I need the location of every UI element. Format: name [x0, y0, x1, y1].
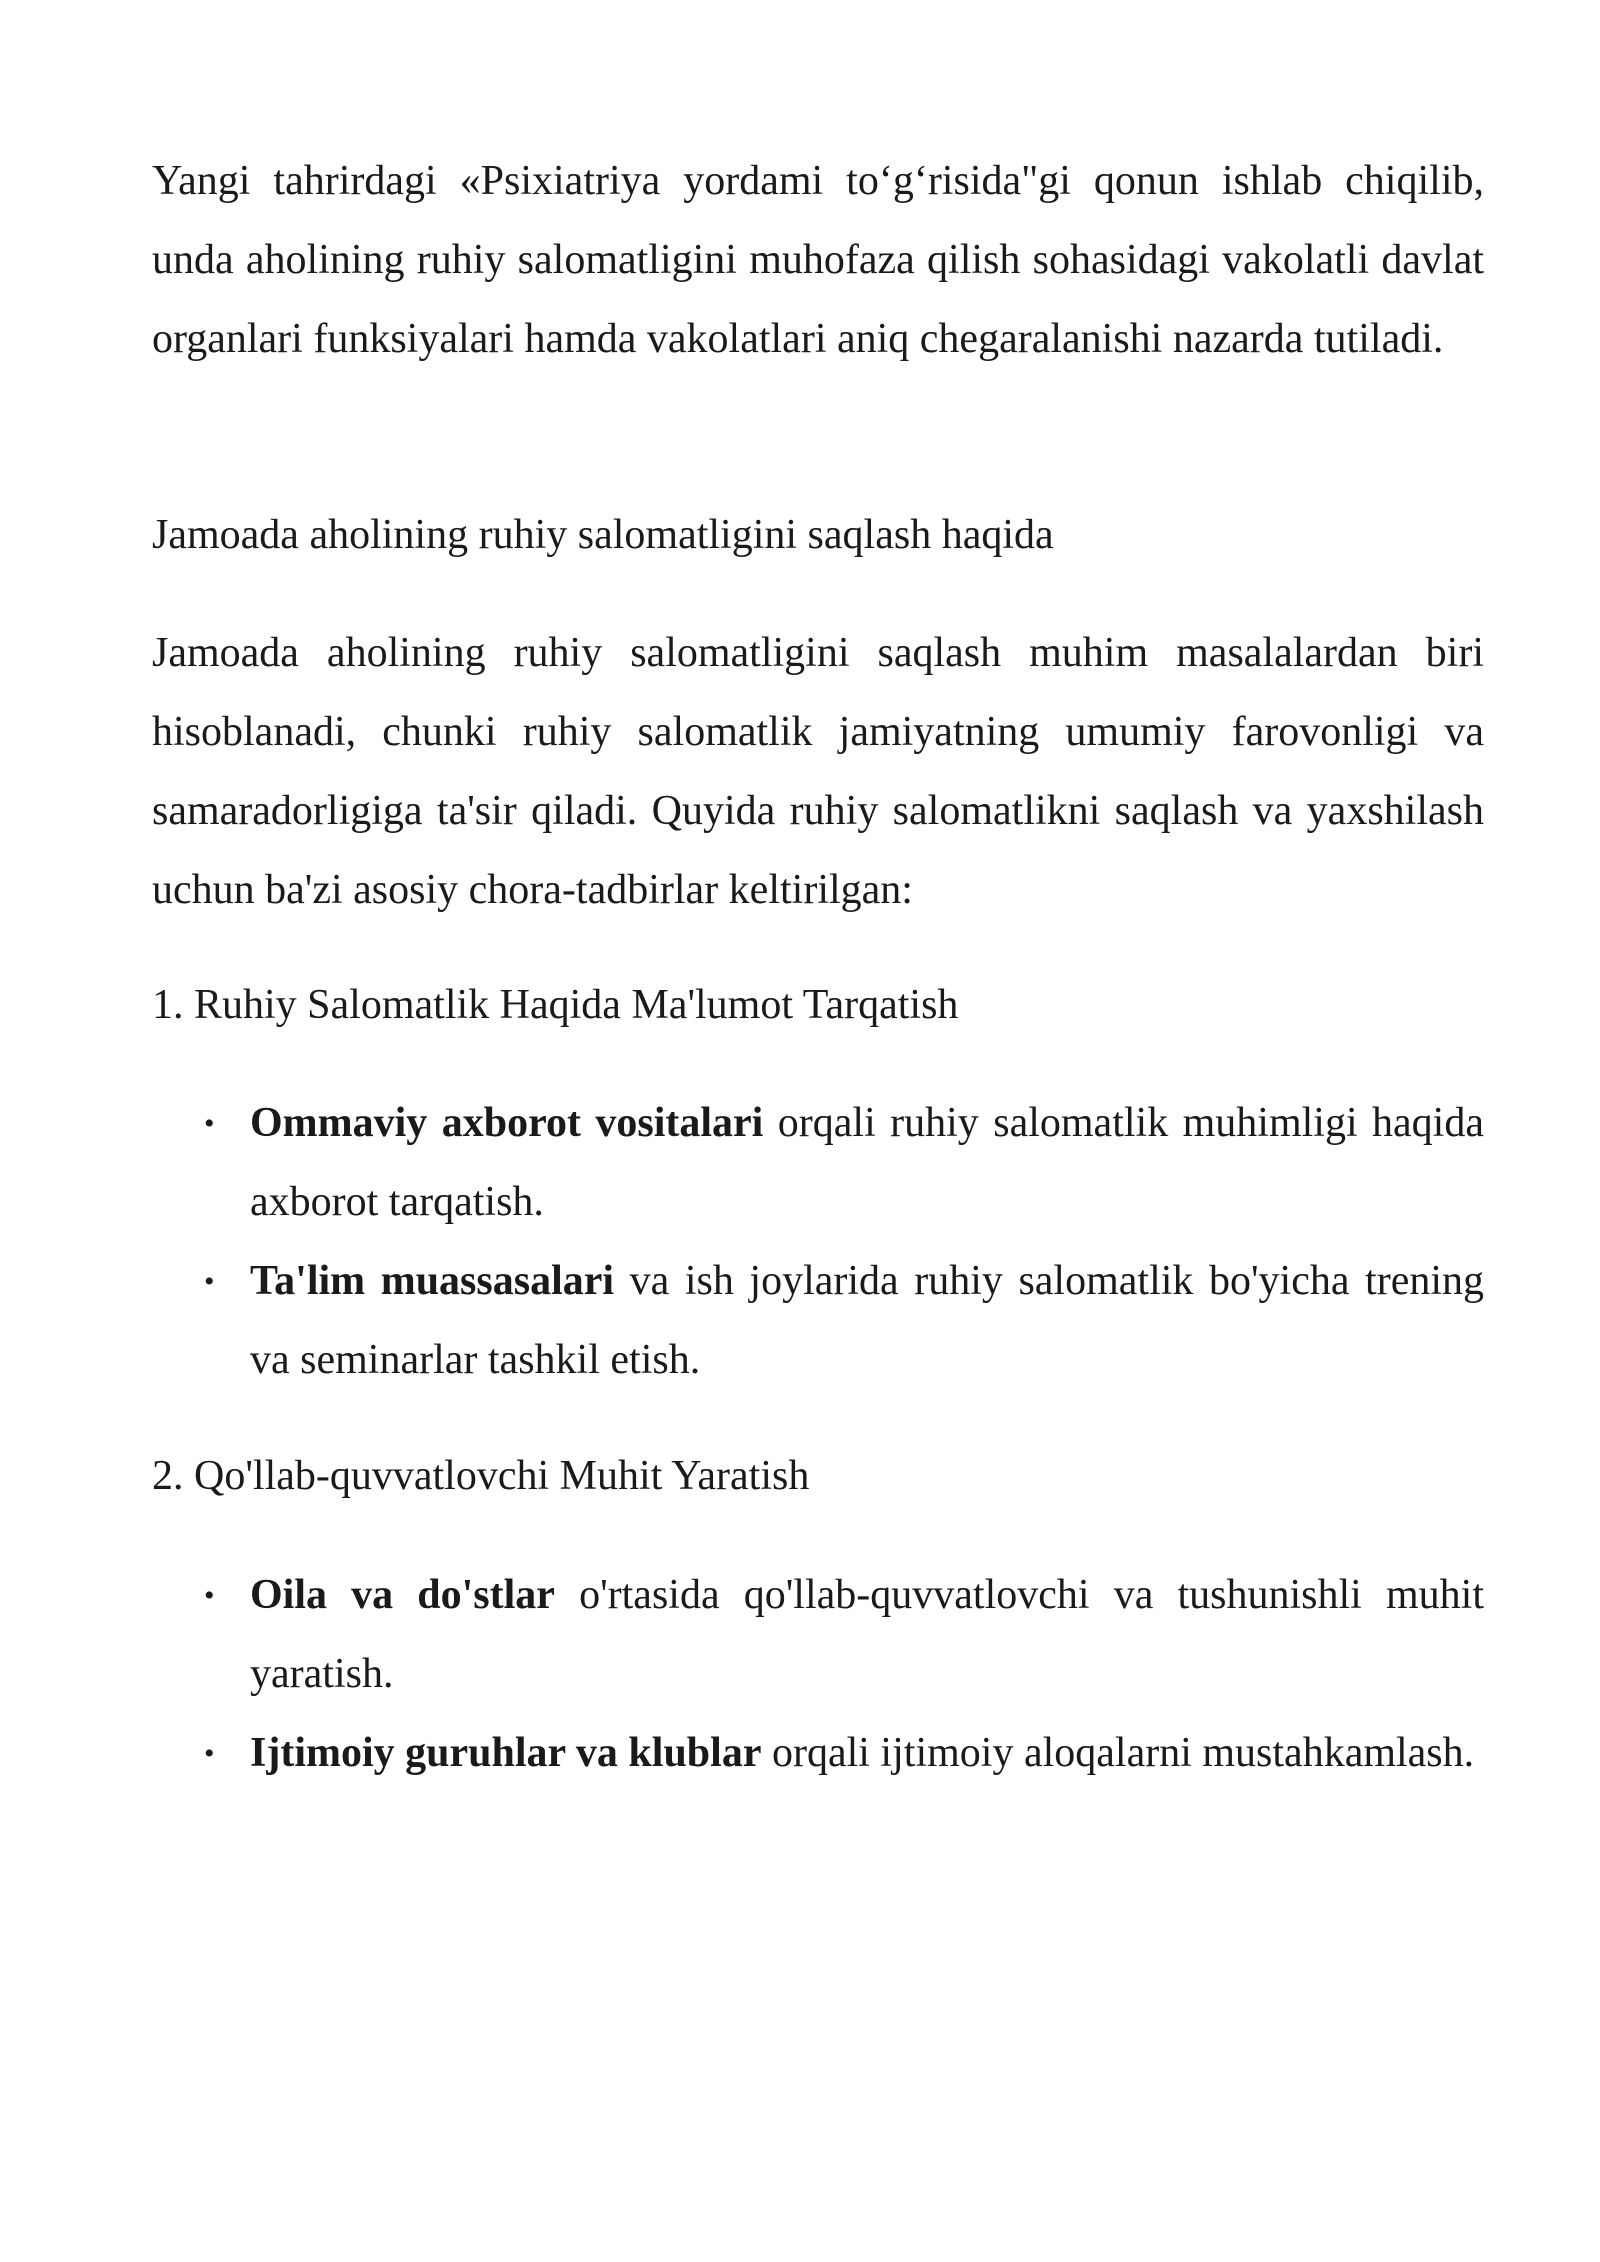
list-item-text: o'rtasida qo'llab-quvvatlovchi va tushunishli muhit yaratish.: [250, 1572, 1484, 1697]
list-item: [152, 1556, 1484, 1714]
list-item-text: orqali ruhiy salomatlik muhimligi haqida axborot tarqatish.: [250, 1100, 1484, 1225]
bullet-icon: •: [204, 1737, 215, 1770]
list-item: [152, 1714, 1484, 1793]
list-item: [152, 1242, 1484, 1400]
body-paragraph: Jamoada aholining ruhiy salomatligini saqlash muhim masalalardan biri hisoblanadi, chunki ruhiy salomatlik jamiyatning umumiy farovonligi va samaradorligiga ta'sir qiladi. Quyida ruhiy salomatlikni saqlash va yaxshilash uchun ba'zi asosiy chora-tadbirlar keltirilgan:: [152, 630, 1484, 913]
bullet-list-2: [152, 1556, 1484, 1793]
list-item-bold: Ijtimoiy guruhlar va klublar: [250, 1730, 762, 1776]
bullet-icon: •: [204, 1579, 215, 1612]
bullet-icon: •: [204, 1107, 215, 1140]
bullet-icon: •: [204, 1265, 215, 1298]
list-item-text: orqali ijtimoiy aloqalarni mustahkamlash.: [761, 1730, 1475, 1776]
subsection-title-2: 2. Qo'llab-quvvatlovchi Muhit Yaratish: [152, 1453, 810, 1499]
list-item-bold: Ta'lim muassasalari: [250, 1258, 615, 1304]
list-item-bold: Ommaviy axborot vositalari: [250, 1100, 764, 1146]
list-item-bold: Oila va do'stlar: [250, 1572, 555, 1618]
intro-paragraph: Yangi tahrirdagi «Psixiatriya yordami to‘g‘risida"gi qonun ishlab chiqilib, unda aholining ruhiy salomatligini muhofaza qilish sohasidagi vakolatli davlat organlari funksiyalari hamda vakolatlari aniq chegaralanishi nazarda tutiladi.: [152, 158, 1484, 362]
subsection-title-1: 1. Ruhiy Salomatlik Haqida Ma'lumot Tarqatish: [152, 982, 959, 1028]
bullet-list-1: [152, 1084, 1484, 1400]
list-item: [152, 1084, 1484, 1242]
section-heading: Jamoada aholining ruhiy salomatligini saqlash haqida: [152, 512, 1054, 558]
list-item-text: va ish joylarida ruhiy salomatlik bo'yicha trening va seminarlar tashkil etish.: [250, 1258, 1485, 1383]
